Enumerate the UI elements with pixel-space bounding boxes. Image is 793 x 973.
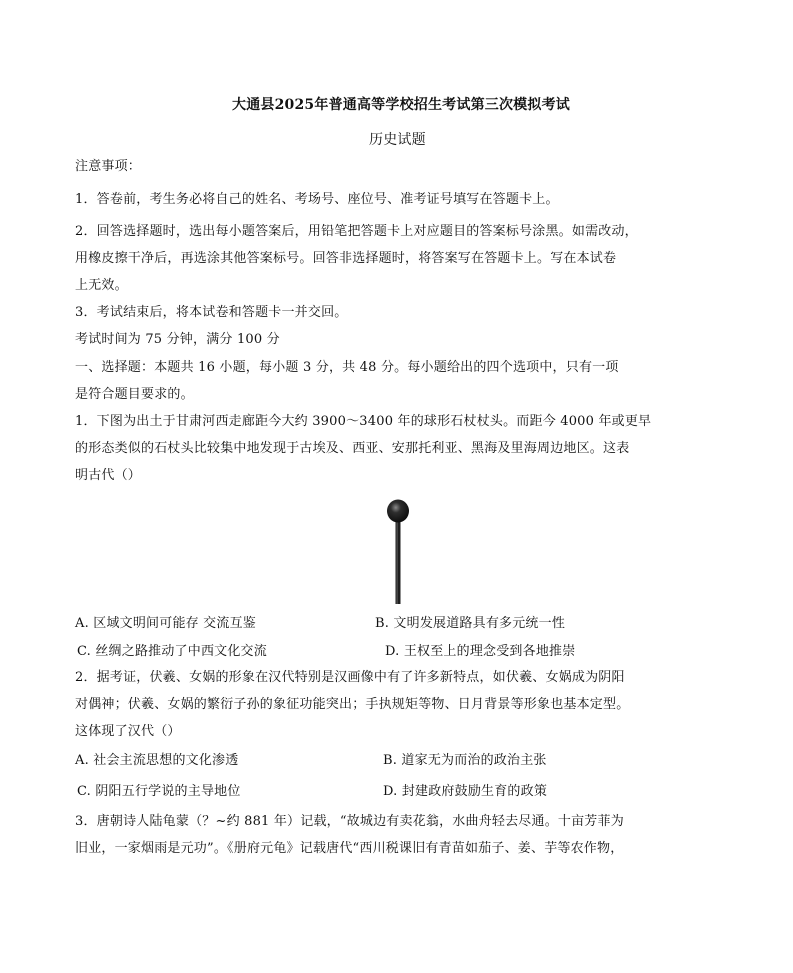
question-1-option-a: A. 区域文明间可能存 交流互鉴 [75,616,256,631]
question-3-line-1: 3．唐朝诗人陆龟蒙（？~约 881 年）记载，“故城边有卖花翁，水曲舟轻去尽通。十亩芳菲为 [75,814,624,829]
exam-time-info: 考试时间为 75 分钟，满分 100 分 [75,332,280,347]
question-1-line-1: 1．下图为出土于甘肃河西走廊距今大约 3900～3400 年的球形石杖杖头。而距今 4000 年或更早 [75,414,652,429]
notice-item-2-line-2: 用橡皮擦干净后，再选涂其他答案标号。回答非选择题时，将答案写在答题卡上。写在本试卷 [75,251,617,266]
question-2-option-d: D. 封建政府鼓励生育的政策 [383,784,548,799]
notice-item-2-line-3: 上无效。 [75,278,128,293]
question-1-option-b: B. 文明发展道路具有多元统一性 [375,616,566,631]
question-1-line-3: 明古代（） [75,468,142,483]
notice-item-2-line-1: 2．回答选择题时，选出每小题答案后，用铅笔把答题卡上对应题目的答案标号涂黑。如需改动， [75,224,638,239]
exam-subject: 历史试题 [369,132,426,148]
question-2-line-2: 对偶神；伏羲、女娲的繁衍子孙的象征功能突出；手执规矩等物、日月背景等形象也基本定型。 [75,697,630,712]
question-2-line-3: 这体现了汉代（） [75,724,181,739]
question-1-line-2: 的形态类似的石杖头比较集中地发现于古埃及、西亚、安那托利亚、黑海及里海周边地区。这表 [75,441,630,456]
stone-staff-head-image [383,496,415,606]
question-1-option-c: C. 丝绸之路推动了中西文化交流 [77,644,267,659]
question-2-option-c: C. 阴阳五行学说的主导地位 [77,784,241,799]
notice-item-3: 3．考试结束后，将本试卷和答题卡一并交回。 [75,305,348,320]
notice-heading: 注意事项： [75,159,142,174]
notice-item-1: 1．答卷前，考生务必将自己的姓名、考场号、座位号、准考证号填写在答题卡上。 [75,192,559,207]
exam-title: 大通县2025年普通高等学校招生考试第三次模拟考试 [232,97,570,113]
section-1-line-1: 一、选择题：本题共 16 小题，每小题 3 分，共 48 分。每小题给出的四个选项中，只有一项 [75,360,619,375]
question-2-option-a: A. 社会主流思想的文化渗透 [75,753,239,768]
section-1-line-2: 是符合题目要求的。 [75,387,194,402]
question-2-line-1: 2．据考证，伏羲、女娲的形象在汉代特别是汉画像中有了许多新特点，如伏羲、女娲成为阴阳 [75,670,625,685]
question-2-option-b: B. 道家无为而治的政治主张 [383,753,547,768]
question-1-option-d: D. 王权至上的理念受到各地推崇 [385,644,576,659]
question-3-line-2: 旧业，一家烟雨是元功”。《册府元龟》记载唐代“西川税课旧有青苗如茄子、姜、芋等农作物， [75,841,624,856]
